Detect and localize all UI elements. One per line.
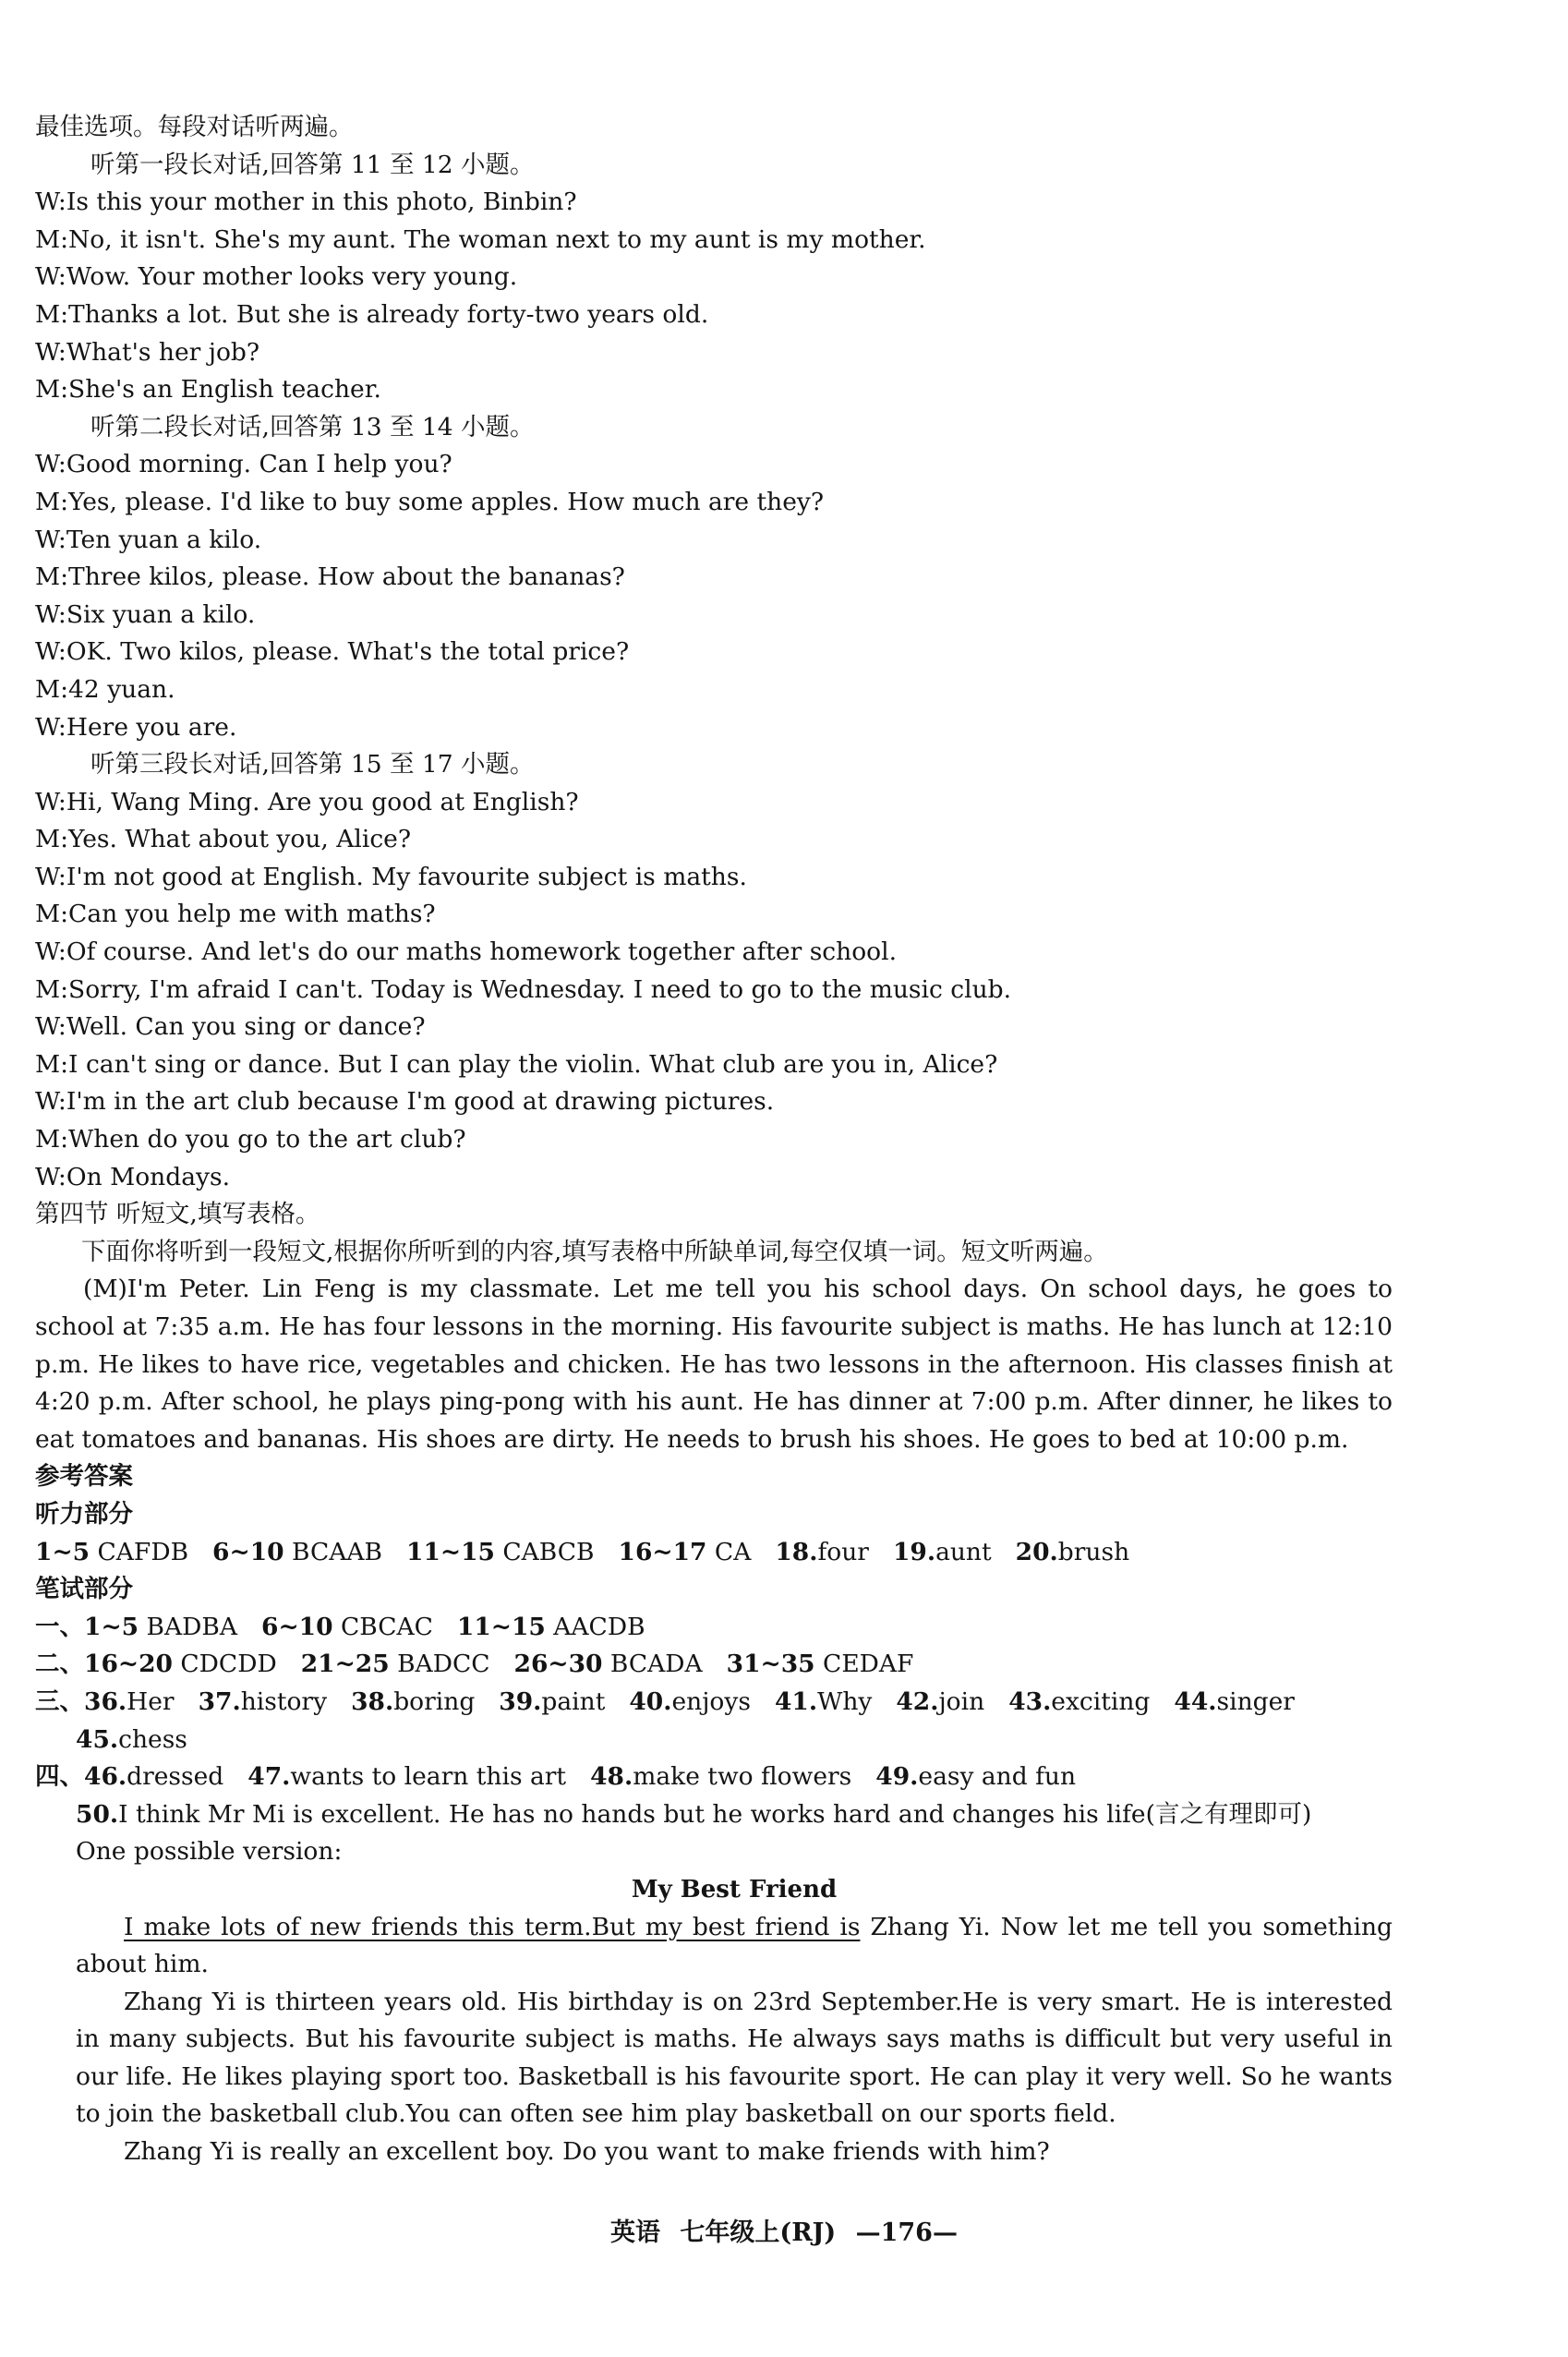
answer-item bbox=[84, 1762, 223, 1791]
dialogue-line: W:OK. Two kilos, please. What's the total price? bbox=[35, 637, 630, 667]
answer-item bbox=[893, 1538, 992, 1566]
answer-value: enjoys bbox=[671, 1686, 751, 1716]
footer-subject: 英语 bbox=[610, 2218, 661, 2247]
dialogue-line: W:Hi, Wang Ming. Are you good at English? bbox=[35, 787, 579, 816]
answer-value: boring bbox=[393, 1686, 476, 1716]
answer-value: CA bbox=[706, 1537, 752, 1566]
dialogue-line: W:Wow. Your mother looks very young. bbox=[35, 262, 518, 292]
page-content bbox=[35, 109, 1393, 2171]
answer-item bbox=[775, 1538, 869, 1566]
dialogue-line: M:I can't sing or dance. But I can play the violin. What club are you in, Alice? bbox=[35, 1049, 998, 1079]
answer-value: BCAAB bbox=[283, 1537, 382, 1566]
answer-number: 44. bbox=[1174, 1686, 1217, 1716]
answer-value: make two flowers bbox=[633, 1762, 852, 1792]
dialogue-line: W:On Mondays. bbox=[35, 1162, 230, 1191]
answer-item bbox=[301, 1650, 490, 1678]
answer-item bbox=[84, 1687, 175, 1716]
essay-paragraph bbox=[76, 1909, 1393, 1984]
answer-number: 6~10 bbox=[261, 1612, 333, 1641]
footer-grade: 七年级上(RJ) bbox=[680, 2218, 837, 2247]
dialogue2-heading: 听第二段长对话,回答第 13 至 14 小题。 bbox=[90, 412, 535, 441]
answer-value: Her bbox=[127, 1686, 175, 1716]
dialogue-line: M:Sorry, I'm afraid I can't. Today is Wednesday. I need to go to the music club. bbox=[35, 974, 1012, 1004]
answer-value: chess bbox=[118, 1724, 187, 1754]
answer-number: 11~15 bbox=[456, 1612, 546, 1641]
dialogue-line: M:No, it isn't. She's my aunt. The woman next to my aunt is my mother. bbox=[35, 224, 926, 254]
answer-value: CDCDD bbox=[172, 1650, 277, 1679]
part3-answers bbox=[35, 1684, 1393, 1722]
dialogue-line: M:Thanks a lot. But she is already forty-two years old. bbox=[35, 299, 709, 329]
dialogue-line: W:Ten yuan a kilo. bbox=[35, 525, 262, 554]
essay-paragraph: Zhang Yi is thirteen years old. His birthday is on 23rd September.He is very smart. He is interested in many subjects. But his favourite subject is maths. He always says maths is difficult but very useful in our life. He likes playing sport too. Basketball is his favourite sport. He can play it very well. So he wants to join the basketball club.You can often see him play basketball on our sports field. bbox=[76, 1987, 1393, 2129]
answer-number: 42. bbox=[896, 1686, 939, 1716]
part-label: 三、 bbox=[35, 1686, 84, 1716]
answer-item bbox=[875, 1762, 1076, 1791]
answer-item bbox=[457, 1613, 645, 1641]
answer-item bbox=[727, 1650, 914, 1678]
answer-number: 16~20 bbox=[84, 1650, 173, 1679]
essay-paragraph: Zhang Yi is really an excellent boy. Do you want to make friends with him? bbox=[124, 2137, 1050, 2167]
q50-answer bbox=[35, 1796, 1393, 1834]
answer-number: 48. bbox=[590, 1762, 633, 1792]
listening-passage: (M)I'm Peter. Lin Feng is my classmate. Let me tell you his school days. On school days, he goes to school at 7:35 a.m. He has four lessons in the morning. His favourite subject is maths. He has lunch at 12:10 p.m. He likes to have rice, vegetables and chicken. He has two lessons in the afternoon. His classes finish at 4:20 p.m. After school, he plays ping-pong with his aunt. He has dinner at 7:00 p.m. After dinner, he likes to eat tomatoes and bananas. His shoes are dirty. He needs to brush his shoes. He goes to bed at 10:00 p.m. bbox=[35, 1275, 1393, 1454]
dialogue-line: W:Well. Can you sing or dance? bbox=[35, 1012, 426, 1042]
essay-title: My Best Friend bbox=[631, 1875, 838, 1904]
answer-item bbox=[261, 1613, 433, 1641]
part3-answers-continued bbox=[35, 1722, 1393, 1759]
listening-answers-heading: 听力部分 bbox=[35, 1499, 133, 1529]
answer-value: exciting bbox=[1051, 1686, 1151, 1716]
dialogue3 bbox=[35, 784, 1393, 1197]
answer-value: BADBA bbox=[139, 1612, 237, 1641]
answer-value: singer bbox=[1216, 1686, 1295, 1716]
answer-item bbox=[619, 1538, 752, 1566]
page-footer bbox=[0, 2212, 1568, 2248]
dialogue-line: W:What's her job? bbox=[35, 337, 260, 367]
answer-item bbox=[84, 1650, 277, 1678]
answer-item bbox=[351, 1687, 475, 1716]
written-answers-heading: 笔试部分 bbox=[35, 1575, 133, 1604]
dialogue-line: M:Yes. What about you, Alice? bbox=[35, 825, 412, 854]
answer-value: history bbox=[240, 1686, 328, 1716]
answer-number: 40. bbox=[629, 1686, 672, 1716]
answer-value: brush bbox=[1057, 1537, 1130, 1566]
dialogue-line: W:I'm in the art club because I'm good at drawing pictures. bbox=[35, 1087, 775, 1117]
answer-number: 39. bbox=[499, 1686, 542, 1716]
dialogue1 bbox=[35, 184, 1393, 409]
q50-number: 50. bbox=[76, 1799, 119, 1829]
answer-number: 37. bbox=[198, 1686, 241, 1716]
answers-heading: 参考答案 bbox=[35, 1462, 133, 1492]
part2-answers bbox=[35, 1646, 1393, 1684]
essay-text: Zhang Yi. Now let me tell you something about him. bbox=[76, 1912, 1393, 1979]
answer-item bbox=[590, 1762, 851, 1791]
answer-item bbox=[514, 1650, 703, 1678]
answer-value: CBCAC bbox=[332, 1612, 433, 1641]
dialogue-line: M:42 yuan. bbox=[35, 674, 175, 704]
sample-essay bbox=[35, 1871, 1393, 2171]
section-intro: 最佳选项。每段对话听两遍。 bbox=[35, 113, 354, 141]
dialogue3-heading: 听第三段长对话,回答第 15 至 17 小题。 bbox=[90, 750, 535, 780]
dialogue-line: W:Of course. And let's do our maths homework together after school. bbox=[35, 937, 898, 967]
answer-number: 31~35 bbox=[726, 1650, 815, 1679]
answer-item bbox=[247, 1762, 566, 1791]
section4-heading: 第四节 听短文,填写表格。 bbox=[35, 1200, 320, 1229]
answer-item bbox=[212, 1538, 382, 1566]
dialogue-line: M:Yes, please. I'd like to buy some apples. How much are they? bbox=[35, 487, 825, 516]
dialogue-line: M:Three kilos, please. How about the bananas? bbox=[35, 562, 625, 592]
answer-number: 47. bbox=[247, 1762, 291, 1792]
answer-number: 43. bbox=[1008, 1686, 1052, 1716]
answer-value: four bbox=[817, 1537, 869, 1566]
dialogue-line: W:I'm not good at English. My favourite subject is maths. bbox=[35, 862, 747, 891]
dialogue-line: W:Is this your mother in this photo, Binbin? bbox=[35, 187, 577, 217]
version-label: One possible version: bbox=[76, 1837, 343, 1867]
answer-item bbox=[499, 1687, 605, 1716]
answer-item bbox=[406, 1538, 595, 1566]
dialogue-line: M:When do you go to the art club? bbox=[35, 1125, 466, 1154]
answer-item bbox=[76, 1725, 187, 1754]
part-label: 二、 bbox=[35, 1650, 84, 1679]
answer-number: 41. bbox=[774, 1686, 818, 1716]
answer-item bbox=[1008, 1687, 1150, 1716]
answer-value: paint bbox=[541, 1686, 606, 1716]
page-number: —176— bbox=[855, 2218, 958, 2247]
answer-value: aunt bbox=[935, 1537, 992, 1566]
answer-value: CEDAF bbox=[814, 1650, 914, 1679]
answer-number: 36. bbox=[84, 1686, 127, 1716]
answer-value: wants to learn this art bbox=[290, 1762, 567, 1792]
dialogue-line: M:Can you help me with maths? bbox=[35, 900, 436, 929]
answer-number: 26~30 bbox=[513, 1650, 603, 1679]
answer-item bbox=[775, 1687, 872, 1716]
section4-instruction: 下面你将听到一段短文,根据你所听到的内容,填写表格中所缺单词,每空仅填一词。短文听两遍。 bbox=[81, 1237, 1108, 1266]
answer-number: 21~25 bbox=[300, 1650, 390, 1679]
dialogue-line: W:Six yuan a kilo. bbox=[35, 599, 256, 629]
answer-number: 1~5 bbox=[35, 1537, 90, 1566]
part1-answers bbox=[35, 1609, 1393, 1647]
dialogue2 bbox=[35, 446, 1393, 746]
listening-answers bbox=[35, 1534, 1393, 1572]
answer-number: 19. bbox=[892, 1537, 936, 1566]
answer-number: 38. bbox=[351, 1686, 394, 1716]
dialogue-line: W:Here you are. bbox=[35, 712, 237, 742]
answer-item bbox=[896, 1687, 984, 1716]
answer-number: 18. bbox=[775, 1537, 818, 1566]
answer-value: CABCB bbox=[494, 1537, 595, 1566]
answer-value: BADCC bbox=[389, 1650, 490, 1679]
answer-number: 16~17 bbox=[618, 1537, 707, 1566]
answer-number: 11~15 bbox=[406, 1537, 495, 1566]
answer-number: 45. bbox=[76, 1724, 119, 1754]
part-label: 四、 bbox=[35, 1762, 84, 1792]
answer-item bbox=[84, 1613, 237, 1641]
dialogue-line: W:Good morning. Can I help you? bbox=[35, 450, 452, 479]
answer-item bbox=[629, 1687, 751, 1716]
essay-underlined-text: I make lots of new friends this term.But my best friend is bbox=[124, 1912, 861, 1941]
answer-number: 1~5 bbox=[84, 1612, 139, 1641]
answer-item bbox=[1174, 1687, 1295, 1716]
answer-number: 20. bbox=[1015, 1537, 1058, 1566]
answer-value: easy and fun bbox=[918, 1762, 1077, 1792]
answer-value: join bbox=[938, 1686, 985, 1716]
part4-answers bbox=[35, 1759, 1393, 1796]
answer-item bbox=[199, 1687, 328, 1716]
answer-value: dressed bbox=[127, 1762, 224, 1792]
part-label: 一、 bbox=[35, 1612, 84, 1641]
answer-item bbox=[35, 1538, 188, 1566]
answer-number: 49. bbox=[875, 1762, 919, 1792]
q50-text: I think Mr Mi is excellent. He has no hands but he works hard and changes his life(言之有理即可) bbox=[118, 1799, 1312, 1829]
answer-item bbox=[1016, 1538, 1129, 1566]
dialogue-line: M:She's an English teacher. bbox=[35, 375, 381, 405]
answer-number: 46. bbox=[84, 1762, 127, 1792]
answer-value: AACDB bbox=[545, 1612, 645, 1641]
answer-value: CAFDB bbox=[90, 1537, 189, 1566]
answer-value: BCADA bbox=[602, 1650, 703, 1679]
answer-value: Why bbox=[817, 1686, 873, 1716]
answer-number: 6~10 bbox=[212, 1537, 284, 1566]
dialogue1-heading: 听第一段长对话,回答第 11 至 12 小题。 bbox=[90, 150, 535, 179]
